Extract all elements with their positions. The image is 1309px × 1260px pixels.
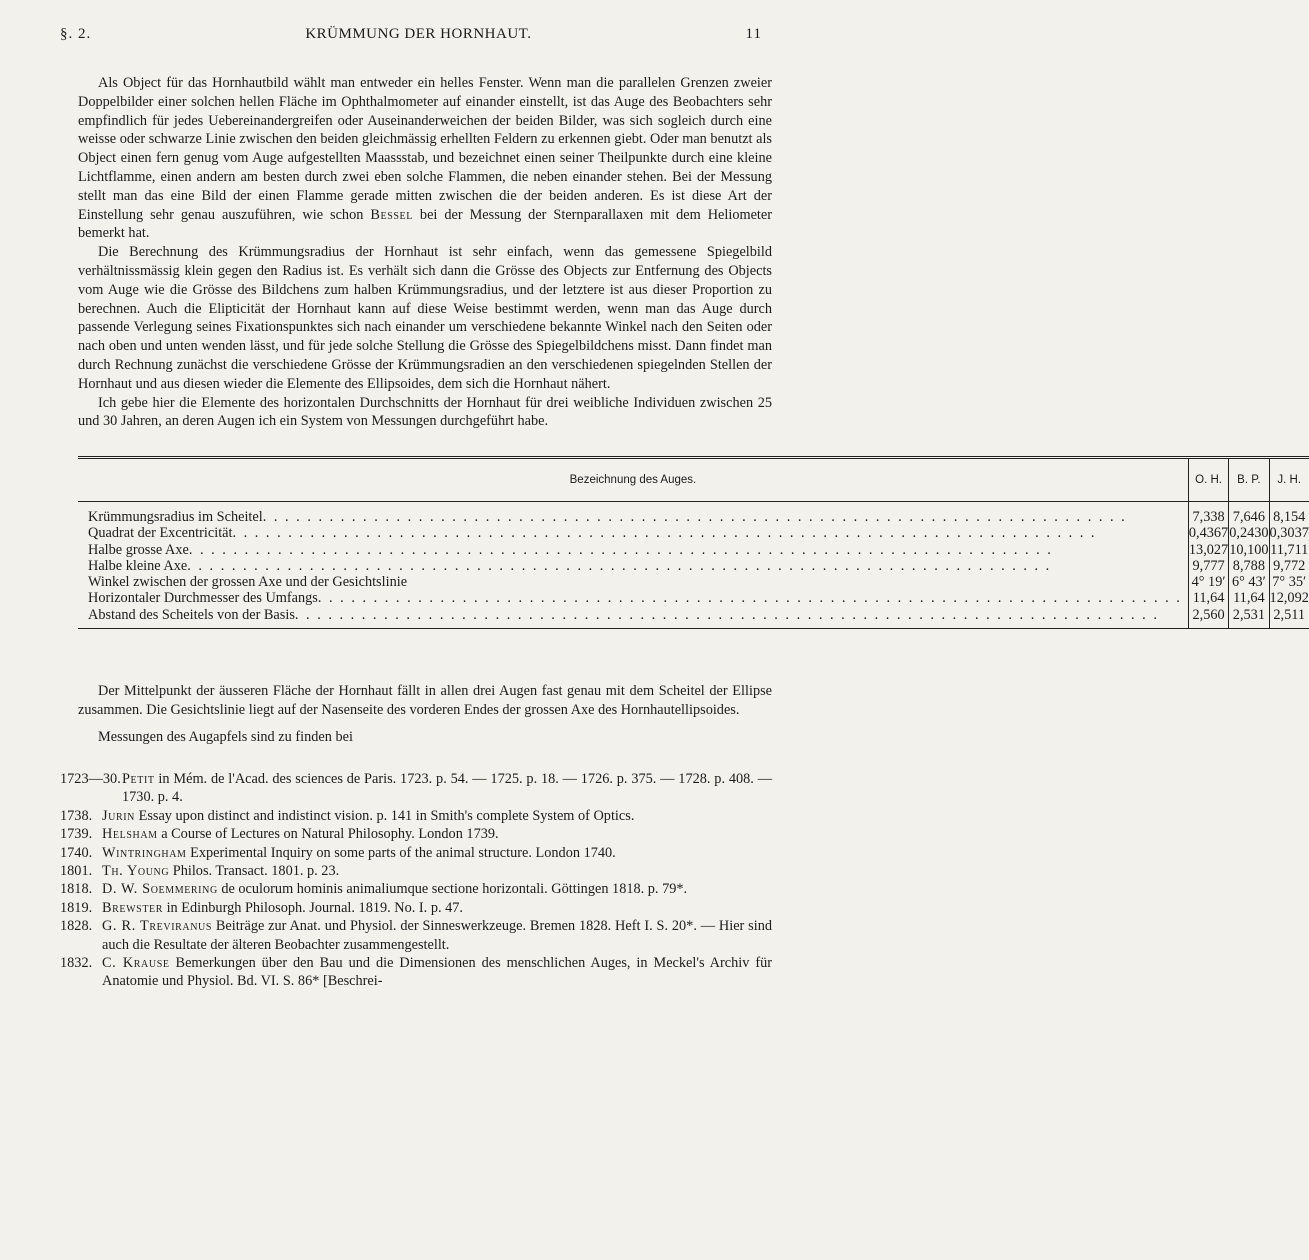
table-cell: 9,772 xyxy=(1273,557,1306,574)
reference-year: 1740. xyxy=(60,844,93,861)
reference-author: Th. Young xyxy=(102,863,170,880)
row-label: Halbe kleine Axe . . . xyxy=(88,558,1182,574)
row-label: Horizontaler Durchmesser des Umfangs . . . xyxy=(88,590,1182,606)
running-header xyxy=(60,26,762,43)
table-cell: 7,338 xyxy=(1192,509,1225,525)
table-cell: 2,511 xyxy=(1273,606,1306,623)
row-label: Krümmungsradius im Scheitel . . . xyxy=(88,509,1182,525)
reference-text: in Mém. de l'Acad. des sciences de Paris. 1723. p. 54. — 1725. p. 18. — 1726. p. 375. — 1728. p. 408. — 1730. p. 4. xyxy=(122,771,772,806)
table-cell: 7° 35′ xyxy=(1272,574,1307,591)
measurement-table xyxy=(78,456,1309,629)
list-item xyxy=(60,899,772,917)
table-cell: 6° 43′ xyxy=(1231,574,1266,591)
table-cell: 8,788 xyxy=(1232,557,1265,574)
list-item xyxy=(60,770,772,807)
reference-text: a Course of Lectures on Natural Philosophy. London 1739. xyxy=(157,826,499,843)
reference-author: Jurin xyxy=(102,807,136,824)
column-header: Bezeichnung des Auges. xyxy=(78,458,1188,502)
reference-year: 1828. xyxy=(60,918,93,935)
reference-author: Helsham xyxy=(102,826,158,843)
reference-year: 1832. xyxy=(60,955,93,972)
reference-text: Experimental Inquiry on some parts of the animal structure. London 1740. xyxy=(186,844,616,861)
column-jh xyxy=(1269,502,1309,629)
row-label: Quadrat der Excentricität . . . xyxy=(88,525,1182,541)
paragraph: Messungen des Augapfels sind zu finden bei xyxy=(98,728,353,745)
reference-year: 1801. xyxy=(60,863,93,880)
list-item xyxy=(60,880,772,898)
reference-author: C. Krause xyxy=(102,955,170,972)
table-cell: 0,3037 xyxy=(1269,525,1309,542)
reference-year: 1723—30. xyxy=(60,771,121,787)
list-item xyxy=(60,954,772,991)
table-cell: 0,4367 xyxy=(1188,525,1229,542)
reference-year: 1738. xyxy=(60,807,93,824)
reference-text: Bemerkungen über den Bau und die Dimensionen des menschlichen Auges, in Meckel's Archiv für Anatomie und Physiol. Bd. VI. S. 86* [Beschrei- xyxy=(102,955,772,990)
reference-author: G. R. Treviranus xyxy=(102,918,213,935)
paragraph-text: Als Object für das Hornhautbild wählt man entweder ein helles Fenster. Wenn man die parallelen Grenzen zweier Doppelbilder einer solchen hellen Fläche im Ophthalmometer auf einander einstellt, ist das Auge des Beobachters sehr empfindlich für jedes Uebereinandergreifen oder Auseinanderweichen der beiden Bilder, was sich sogleich durch eine weisse oder schwarze Linie zwischen den beiden gleichmässig erhellten Feldern zu erkennen giebt. Oder man benutzt als Object einen fern genug vom Auge aufgestellten Maassstab, und bezeichnet einen seiner Theilpunkte durch eine kleine Lichtflamme, einen andern am besten durch zwei eben solche Flammen, die neben einander stehen. Bei der Messung stellt man das eine Bild der einen Flamme gerade mitten zwischen die der beiden anderen. Es ist diese Art der Einstellung sehr genau auszuführen, wie schon xyxy=(78,75,772,223)
reference-year: 1818. xyxy=(60,881,93,898)
reference-author: Brewster xyxy=(102,899,164,916)
page-number: 11 xyxy=(745,26,762,42)
list-item xyxy=(60,807,772,825)
paragraph: Die Berechnung des Krümmungsradius der Hornhaut ist sehr einfach, wenn das gemessene Spiegelbild verhältnissmässig klein gegen den Radius ist. Es verhält sich dann die Grösse des Objects zur Entfernung des Objects vom Auge wie die Grösse des Bildchens zum halben Krümmungsradius, und der letztere ist aus dieser Proportion zu berechnen. Auch die Elipticität der Hornhaut kann auf diese Weise bestimmt werden, wenn man das Auge durch passende Verlegung seines Fixationspunktes sich nach einander um verschiedene bekannte Winkel nach den Seiten oder nach oben und unten wenden lässt, und für jede solche Stellung die Grösse des Spiegelbildchens misst. Dann findet man durch Rechnung zunächst die verschiedene Grösse der Krümmungsradien an den verschiedenen spiegelnden Stellen der Hornhaut und aus diesen wieder die Elemente des Ellipsoides, dem sich die Hornhaut nähert. xyxy=(78,244,772,392)
running-title: KRÜMMUNG DER HORNHAUT. xyxy=(305,26,532,42)
reference-text: Philos. Transact. 1801. p. 23. xyxy=(169,863,340,880)
reference-year: 1739. xyxy=(60,826,93,843)
table-cell: 2,560 xyxy=(1192,606,1225,623)
table-cell: 0,2430 xyxy=(1229,525,1269,542)
reference-text: in Edinburgh Philosoph. Journal. 1819. No. I. p. 47. xyxy=(163,899,463,916)
column-header: O. H. xyxy=(1188,458,1228,502)
column-bp xyxy=(1229,502,1269,629)
table-cell: 10,100 xyxy=(1229,541,1269,558)
reference-text: Beiträge zur Anat. und Physiol. der Sinneswerkzeuge. Bremen 1828. Heft I. S. 20*. — Hier sind auch die Resultate der älteren Beobachter zusammengestellt. xyxy=(102,918,773,953)
paragraph: Der Mittelpunkt der äusseren Fläche der Hornhaut fällt in allen drei Augen fast genau mit dem Scheitel der Ellipse zusammen. Die Gesichtslinie liegt auf der Nasenseite des vorderen Endes der grossen Axe des Hornhautellipsoides. xyxy=(78,683,772,718)
column-header: B. P. xyxy=(1229,458,1269,502)
row-label: Winkel zwischen der grossen Axe und der Gesichtslinie xyxy=(88,574,408,591)
table-cell: 13,027 xyxy=(1188,541,1229,558)
after-table-text xyxy=(78,682,772,746)
table-cell: 8,154 xyxy=(1273,509,1306,525)
main-text xyxy=(78,74,772,431)
row-label: Abstand des Scheitels von der Basis . . . xyxy=(88,607,1182,623)
table-cell: 4° 19′ xyxy=(1191,574,1226,591)
reference-list xyxy=(60,770,772,991)
table-cell: 9,777 xyxy=(1192,557,1225,574)
list-item xyxy=(60,844,772,862)
author-name: Bessel xyxy=(370,206,413,223)
reference-text: de oculorum hominis animaliumque sectione horizontali. Göttingen 1818. p. 79*. xyxy=(217,881,688,898)
reference-year: 1819. xyxy=(60,899,93,916)
table-cell: 7,646 xyxy=(1232,509,1265,525)
row-labels xyxy=(78,502,1188,629)
paragraph: Ich gebe hier die Elemente des horizontalen Durchschnitts der Hornhaut für drei weibliche Individuen zwischen 25 und 30 Jahren, an deren Augen ich ein System von Messungen durchgeführt habe. xyxy=(78,394,772,430)
table-header-row xyxy=(78,458,1309,502)
paragraph xyxy=(78,74,772,243)
list-item xyxy=(60,862,772,880)
paragraph-text: bei der Messung der Sternparallaxen mit dem Heliometer bemerkt hat. xyxy=(78,206,773,242)
reference-text: Essay upon distinct and indistinct vision. p. 141 in Smith's complete System of Optics. xyxy=(135,807,635,824)
reference-author: D. W. Soemmering xyxy=(102,881,218,898)
table-cell: 12,092 xyxy=(1269,590,1309,607)
table-cell: 11,64 xyxy=(1233,590,1265,607)
list-item xyxy=(60,825,772,843)
reference-author: Wintringham xyxy=(102,844,187,861)
table-body-row xyxy=(78,502,1309,629)
reference-author: Petit xyxy=(122,771,155,787)
list-item xyxy=(60,917,772,954)
table-cell: 11,64 xyxy=(1192,590,1225,607)
column-oh xyxy=(1188,502,1228,629)
table-cell: 11,711 xyxy=(1270,541,1309,558)
section-number: §. 2. xyxy=(60,26,92,42)
column-header: J. H. xyxy=(1269,458,1309,502)
table-cell: 2,531 xyxy=(1232,606,1265,623)
row-label: Halbe grosse Axe . . . xyxy=(88,542,1182,558)
